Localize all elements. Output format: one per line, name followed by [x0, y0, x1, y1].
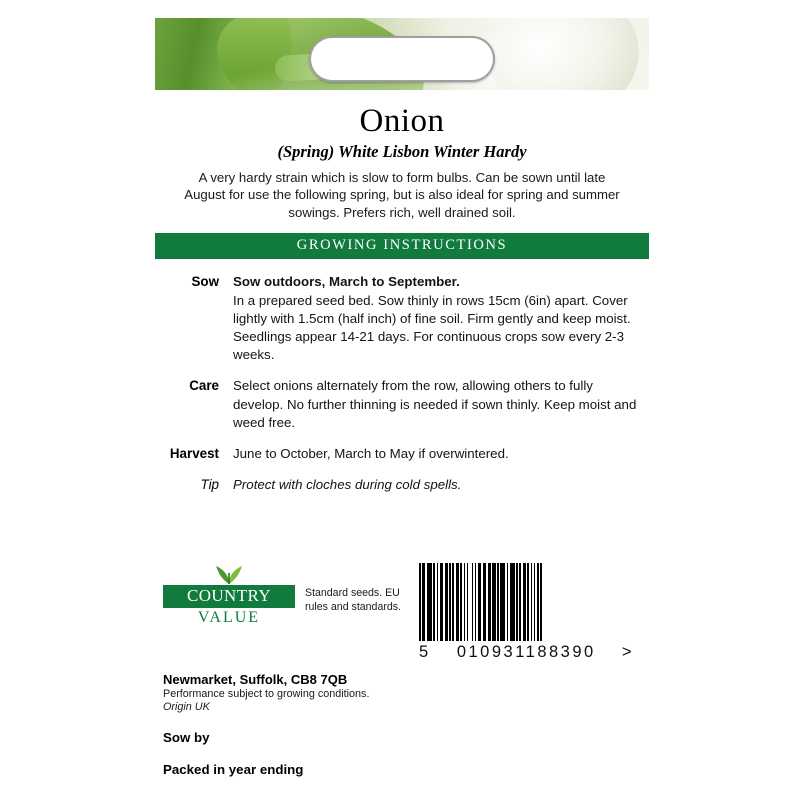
- onion-bulb-shape: [479, 18, 649, 90]
- brand-logo-column: [155, 563, 305, 627]
- instruction-label: Care: [189, 378, 219, 394]
- instruction-label: Tip: [200, 476, 219, 492]
- brand-name-top: COUNTRY: [163, 585, 295, 608]
- instruction-row-tip: [161, 476, 643, 494]
- barcode-trailing-mark: >: [621, 643, 634, 661]
- instruction-text: In a prepared seed bed. Sow thinly in rows 15cm (6in) apart. Cover lightly with 1.5cm (half inch) of fine soil. Firm gently and keep moist. Seedlings appear 14-21 days. For continuous crops sow every 2-3 weeks.: [233, 293, 631, 363]
- seed-standards-note: Standard seeds. EU rules and standards.: [305, 587, 401, 613]
- hang-hole: [309, 36, 495, 82]
- leaf-icon: [163, 563, 295, 585]
- instruction-body: [233, 476, 643, 494]
- instructions-list: [155, 259, 649, 494]
- instruction-row-sow: [161, 273, 643, 364]
- instruction-body: [233, 377, 643, 431]
- instruction-text: June to October, March to May if overwintered.: [233, 445, 509, 461]
- barcode-block: [419, 563, 634, 662]
- packed-year-field: Packed in year ending: [163, 762, 304, 777]
- sow-by-field: Sow by: [163, 730, 210, 745]
- variety-name: (Spring) White Lisbon Winter Hardy: [277, 141, 527, 161]
- barcode-number: 010931188390: [456, 643, 596, 661]
- instruction-row-care: [161, 377, 643, 431]
- footer: [155, 563, 649, 713]
- instruction-text: Select onions alternately from the row, allowing others to fully develop. No further thinning is needed if sown thinly. Keep moist and weed free.: [233, 378, 637, 430]
- instruction-body: [233, 273, 643, 364]
- product-photo: [155, 18, 649, 90]
- page-title: Onion: [359, 103, 445, 139]
- description-text: A very hardy strain which is slow to form bulbs. Can be sown until late August for use the following spring, but is also ideal for spring and summer sowings. Prefers rich, well drained soil.: [184, 169, 620, 221]
- title-block: [155, 90, 649, 222]
- instruction-label: Harvest: [169, 445, 219, 461]
- brand-logo: [163, 563, 295, 627]
- origin-note: Origin UK: [163, 701, 210, 713]
- instruction-text: Protect with cloches during cold spells.: [233, 476, 462, 492]
- performance-disclaimer: Performance subject to growing conditions.: [163, 688, 370, 700]
- barcode-bars: [419, 563, 634, 641]
- instruction-row-harvest: [161, 445, 643, 463]
- instruction-body: [233, 445, 643, 463]
- instruction-lead: Sow outdoors, March to September.: [233, 274, 460, 290]
- barcode-lead-digit: 5: [419, 643, 431, 661]
- company-address: [155, 662, 649, 713]
- barcode-number-row: [419, 641, 634, 662]
- seed-packet-back: [155, 18, 649, 780]
- growing-instructions-header: GROWING INSTRUCTIONS: [155, 233, 649, 259]
- instruction-label: Sow: [191, 274, 219, 290]
- date-fields: [163, 730, 563, 794]
- address-line: Newmarket, Suffolk, CB8 7QB: [163, 672, 348, 687]
- brand-name-bottom: VALUE: [197, 609, 261, 626]
